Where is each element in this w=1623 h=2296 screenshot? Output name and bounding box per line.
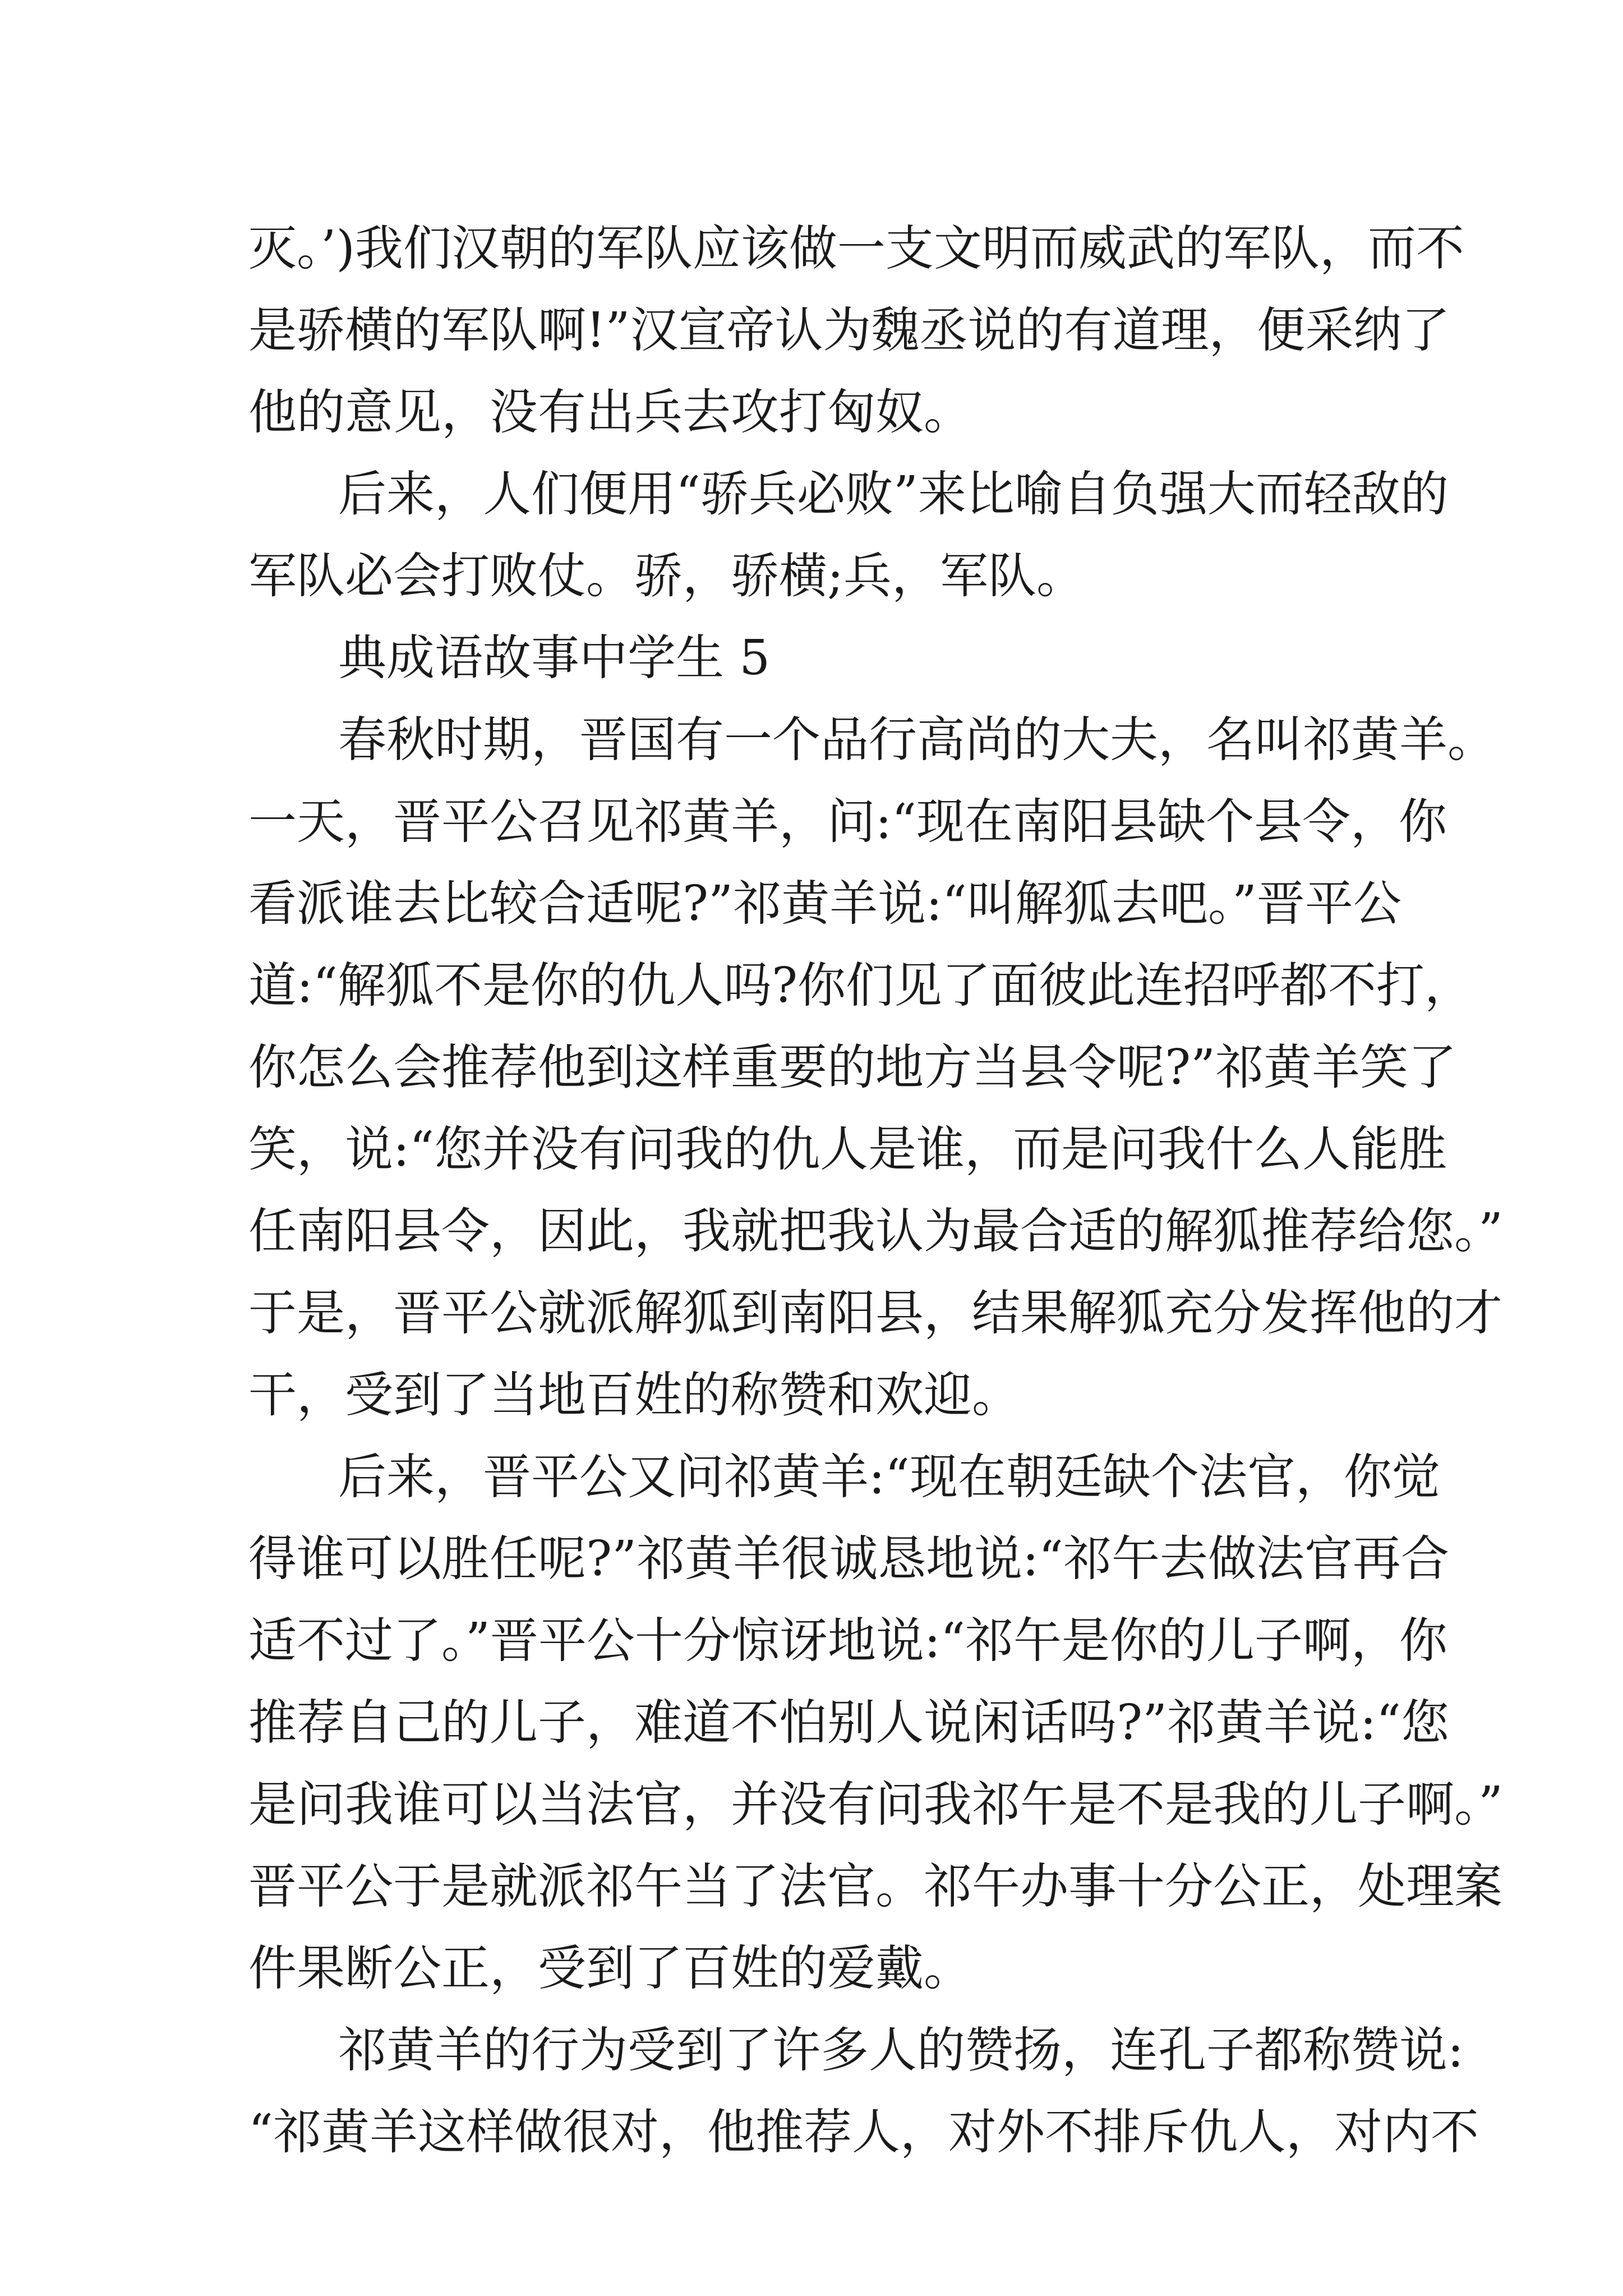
text-line: 晋平公于是就派祁午当了法官。祁午办事十分公正，处理案	[248, 1858, 1502, 1915]
text-line: 军队必会打败仗。骄，骄横;兵，军队。	[248, 548, 1085, 604]
text-line: 干，受到了当地百姓的称赞和欢迎。	[248, 1367, 1020, 1423]
body-text	[248, 208, 1503, 2173]
text-line: 任南阳县令，因此，我就把我认为最合适的解狐推荐给您。”	[248, 1203, 1503, 1259]
text-line: 后来，晋平公又问祁黄羊:“现在朝廷缺个法官，你觉	[338, 1449, 1440, 1505]
text-line: 是骄横的军队啊!”汉宣帝认为魏丞说的有道理，便采纳了	[248, 302, 1450, 358]
text-line: 他的意见，没有出兵去攻打匈奴。	[248, 384, 972, 440]
text-line: 灭。’)我们汉朝的军队应该做一支文明而威武的军队，而不	[248, 220, 1464, 277]
text-line: 看派谁去比较合适呢?”祁黄羊说:“叫解狐去吧。”晋平公	[248, 876, 1401, 932]
text-line: 典成语故事中学生 5	[338, 630, 771, 686]
text-line: 春秋时期，晋国有一个品行高尚的大夫，名叫祁黄羊。	[338, 712, 1496, 768]
text-line: 道:“解狐不是你的仇人吗?你们见了面彼此连招呼都不打，	[248, 958, 1473, 1014]
text-line: 你怎么会推荐他到这样重要的地方当县令呢?”祁黄羊笑了	[248, 1039, 1457, 1096]
text-line: 推荐自己的儿子，难道不怕别人说闲话吗?”祁黄羊说:“您	[248, 1695, 1450, 1751]
text-line: 件果断公正，受到了百姓的爱戴。	[248, 1940, 972, 1996]
text-line: 适不过了。”晋平公十分惊讶地说:“祁午是你的儿子啊，你	[248, 1613, 1447, 1669]
text-line: 笑，说:“您并没有问我的仇人是谁，而是问我什么人能胜	[248, 1121, 1447, 1177]
text-line: 后来，人们便用“骄兵必败”来比喻自负强大而轻敌的	[338, 466, 1449, 522]
text-line: 于是，晋平公就派解狐到南阳县，结果解狐充分发挥他的才	[248, 1285, 1502, 1341]
text-line: 祁黄羊的行为受到了许多人的赞扬，连孔子都称赞说:	[338, 2022, 1464, 2078]
text-line: 一天，晋平公召见祁黄羊，问:“现在南阳县缺个县令，你	[248, 794, 1447, 850]
text-line: 得谁可以胜任呢?”祁黄羊很诚恳地说:“祁午去做法官再合	[248, 1531, 1450, 1587]
text-line: “祁黄羊这样做很对，他推荐人，对外不排斥仇人，对内不	[248, 2104, 1479, 2160]
text-line: 是问我谁可以当法官，并没有问我祁午是不是我的儿子啊。”	[248, 1777, 1503, 1833]
